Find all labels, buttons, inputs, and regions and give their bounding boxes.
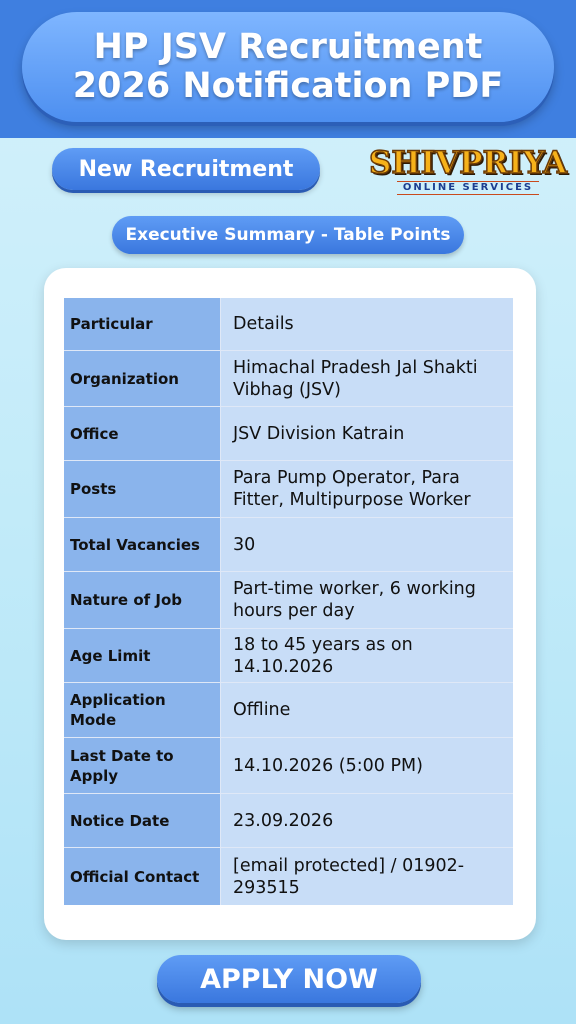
apply-now-button[interactable]: APPLY NOW [157,955,421,1003]
row-label: Posts [64,461,221,517]
row-label: Nature of Job [64,572,221,628]
row-label: Application Mode [64,683,221,737]
row-value: Part-time worker, 6 working hours per day [221,572,513,628]
row-value: Para Pump Operator, Para Fitter, Multipurpose Worker [221,461,513,517]
table-row [64,629,513,683]
table-row [64,572,513,629]
title-line-2: 2026 Notification PDF [72,66,504,106]
table-row [64,794,513,848]
row-label: Particular [64,298,221,350]
table-row [64,298,513,351]
row-label: Organization [64,351,221,406]
table-row [64,407,513,461]
row-value: 30 [221,518,513,571]
table-row [64,518,513,572]
table-row [64,683,513,738]
row-value: [email protected] / 01902-293515 [221,848,513,905]
row-value: 23.09.2026 [221,794,513,847]
row-label: Total Vacancies [64,518,221,571]
new-recruitment-badge: New Recruitment [52,148,320,190]
table-row [64,351,513,407]
table-row [64,848,513,905]
table-row [64,738,513,794]
logo-wordmark: SHIVPRIYA [369,145,568,181]
row-value: JSV Division Katrain [221,407,513,460]
row-label: Official Contact [64,848,221,905]
table-row [64,461,513,518]
row-value: Details [221,298,513,350]
brand-logo [369,145,568,198]
row-value: Himachal Pradesh Jal Shakti Vibhag (JSV) [221,351,513,406]
page-title [22,12,554,122]
logo-tagline: ONLINE SERVICES [397,181,539,195]
row-label: Age Limit [64,629,221,682]
summary-table [64,298,513,905]
row-value: Offline [221,683,513,737]
row-label: Office [64,407,221,460]
row-value: 14.10.2026 (5:00 PM) [221,738,513,793]
row-label: Notice Date [64,794,221,847]
row-value: 18 to 45 years as on 14.10.2026 [221,629,513,682]
row-label: Last Date to Apply [64,738,221,793]
section-heading: Executive Summary - Table Points [112,216,464,254]
title-line-1: HP JSV Recruitment [93,27,483,67]
